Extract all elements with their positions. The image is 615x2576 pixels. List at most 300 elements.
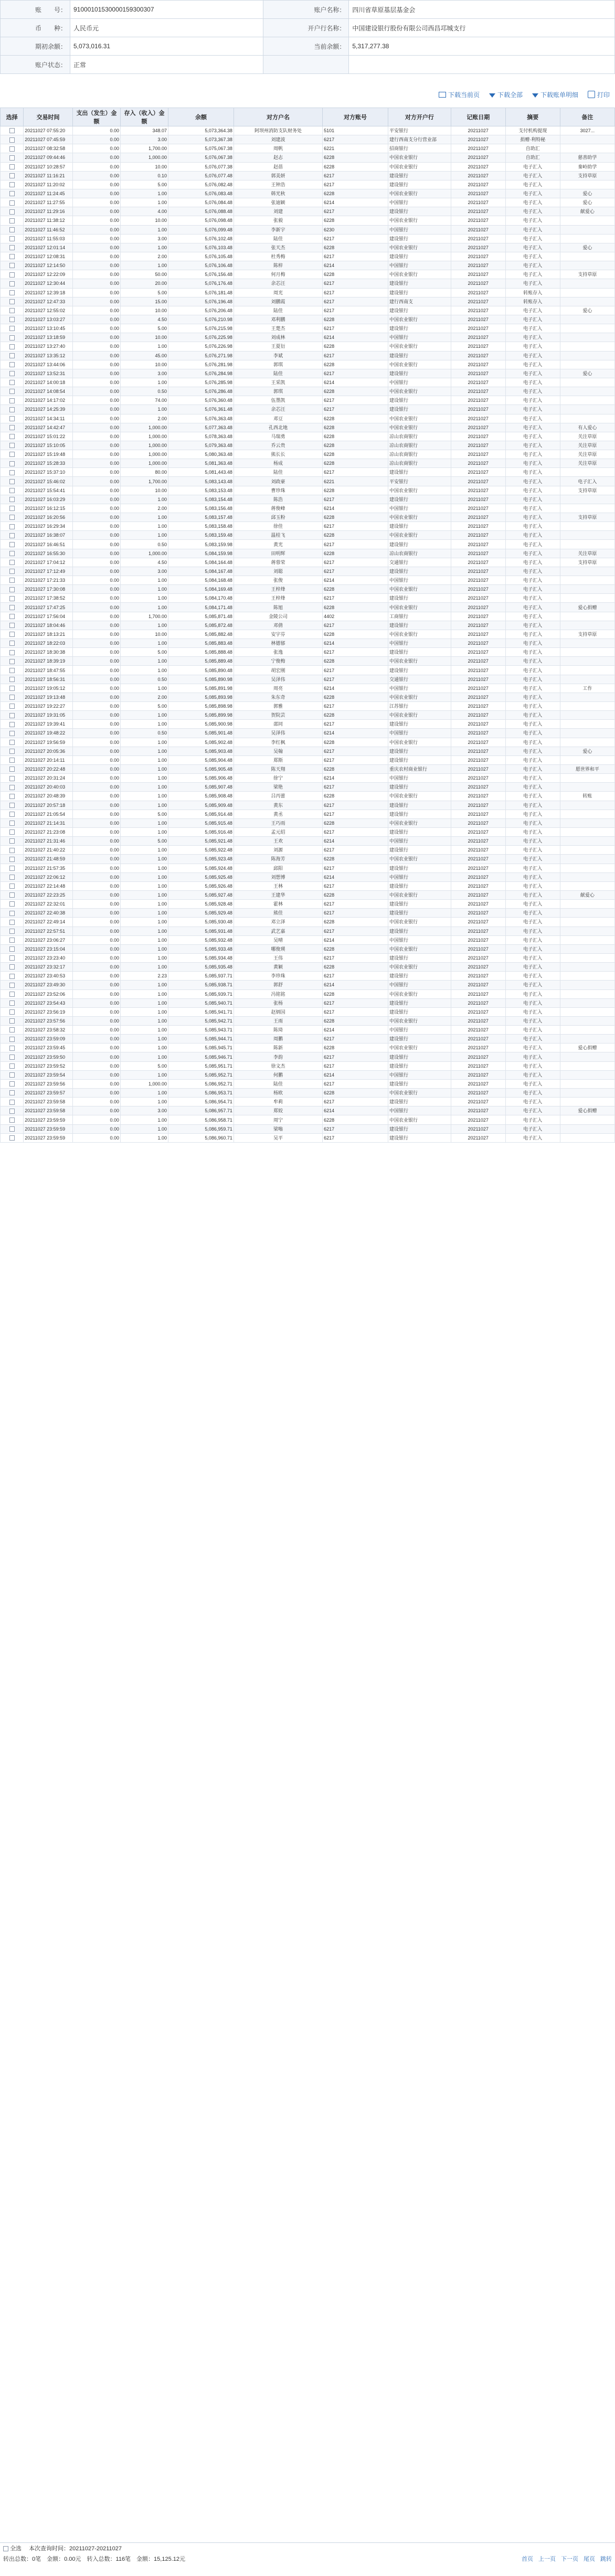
row-select[interactable] — [1, 918, 24, 927]
row-select[interactable] — [1, 477, 24, 486]
table-row[interactable] — [1, 702, 615, 711]
row-checkbox[interactable] — [9, 677, 15, 682]
table-row[interactable] — [1, 126, 615, 135]
row-checkbox[interactable] — [9, 974, 15, 979]
table-row[interactable] — [1, 1026, 615, 1035]
row-select[interactable] — [1, 783, 24, 792]
row-checkbox[interactable] — [9, 407, 15, 412]
row-checkbox[interactable] — [9, 128, 15, 133]
table-row[interactable] — [1, 567, 615, 576]
col-party[interactable]: 对方户名 — [234, 108, 322, 126]
row-checkbox[interactable] — [9, 218, 15, 223]
table-row[interactable] — [1, 180, 615, 189]
table-row[interactable] — [1, 243, 615, 252]
table-row[interactable] — [1, 252, 615, 261]
row-checkbox[interactable] — [9, 155, 15, 161]
row-checkbox[interactable] — [9, 146, 15, 152]
row-checkbox[interactable] — [9, 1126, 15, 1132]
table-row[interactable] — [1, 288, 615, 297]
table-row[interactable] — [1, 953, 615, 962]
table-row[interactable] — [1, 693, 615, 701]
row-select[interactable] — [1, 711, 24, 720]
row-select[interactable] — [1, 1106, 24, 1115]
row-checkbox[interactable] — [9, 794, 15, 799]
row-select[interactable] — [1, 504, 24, 513]
table-row[interactable] — [1, 827, 615, 836]
row-select[interactable] — [1, 459, 24, 468]
row-checkbox[interactable] — [9, 344, 15, 349]
table-row[interactable] — [1, 900, 615, 909]
row-checkbox[interactable] — [9, 245, 15, 250]
row-select[interactable] — [1, 423, 24, 432]
table-row[interactable] — [1, 792, 615, 801]
row-select[interactable] — [1, 720, 24, 729]
table-row[interactable] — [1, 738, 615, 747]
row-checkbox[interactable] — [9, 929, 15, 934]
row-select[interactable] — [1, 603, 24, 612]
table-row[interactable] — [1, 801, 615, 810]
row-select[interactable] — [1, 369, 24, 378]
row-checkbox[interactable] — [9, 452, 15, 457]
table-row[interactable] — [1, 872, 615, 881]
row-checkbox[interactable] — [9, 470, 15, 475]
table-row[interactable] — [1, 621, 615, 630]
table-row[interactable] — [1, 603, 615, 612]
download-detail-button[interactable]: 下载账单明细 — [532, 90, 578, 99]
col-party-bank[interactable]: 对方开户行 — [388, 108, 451, 126]
col-party-account[interactable]: 对方账号 — [323, 108, 388, 126]
row-select[interactable] — [1, 972, 24, 981]
row-select[interactable] — [1, 639, 24, 648]
row-select[interactable] — [1, 450, 24, 459]
table-row[interactable] — [1, 369, 615, 378]
table-row[interactable] — [1, 630, 615, 638]
row-checkbox[interactable] — [9, 1100, 15, 1105]
table-row[interactable] — [1, 909, 615, 918]
row-select[interactable] — [1, 630, 24, 638]
download-page-button[interactable]: 下载当前页 — [439, 90, 480, 99]
row-checkbox[interactable] — [9, 821, 15, 826]
row-select[interactable] — [1, 360, 24, 369]
table-row[interactable] — [1, 747, 615, 755]
row-checkbox[interactable] — [9, 892, 15, 898]
table-row[interactable] — [1, 648, 615, 657]
row-select[interactable] — [1, 1061, 24, 1070]
row-select[interactable] — [1, 1044, 24, 1052]
row-checkbox[interactable] — [9, 434, 15, 439]
table-row[interactable] — [1, 1044, 615, 1052]
row-checkbox[interactable] — [9, 308, 15, 313]
table-row[interactable] — [1, 225, 615, 234]
row-select[interactable] — [1, 675, 24, 684]
table-row[interactable] — [1, 927, 615, 935]
table-row[interactable] — [1, 989, 615, 998]
table-row[interactable] — [1, 684, 615, 693]
row-checkbox[interactable] — [9, 848, 15, 853]
table-row[interactable] — [1, 576, 615, 585]
row-checkbox[interactable] — [9, 1009, 15, 1015]
table-row[interactable] — [1, 270, 615, 279]
row-select[interactable] — [1, 405, 24, 414]
table-row[interactable] — [1, 1124, 615, 1133]
row-checkbox[interactable] — [9, 1109, 15, 1114]
table-row[interactable] — [1, 855, 615, 864]
row-checkbox[interactable] — [9, 785, 15, 790]
row-checkbox[interactable] — [9, 713, 15, 718]
row-checkbox[interactable] — [9, 443, 15, 448]
table-row[interactable] — [1, 162, 615, 171]
row-select[interactable] — [1, 378, 24, 387]
table-row[interactable] — [1, 423, 615, 432]
row-select[interactable] — [1, 1089, 24, 1098]
table-row[interactable] — [1, 1133, 615, 1142]
row-select[interactable] — [1, 909, 24, 918]
table-row[interactable] — [1, 764, 615, 773]
row-select[interactable] — [1, 944, 24, 953]
row-checkbox[interactable] — [9, 137, 15, 143]
row-select[interactable] — [1, 989, 24, 998]
row-checkbox[interactable] — [9, 272, 15, 278]
row-checkbox[interactable] — [9, 875, 15, 880]
row-select[interactable] — [1, 1016, 24, 1025]
row-select[interactable] — [1, 1115, 24, 1124]
table-row[interactable] — [1, 297, 615, 306]
row-select[interactable] — [1, 855, 24, 864]
row-select[interactable] — [1, 755, 24, 764]
row-select[interactable] — [1, 486, 24, 495]
row-checkbox[interactable] — [9, 416, 15, 421]
row-select[interactable] — [1, 657, 24, 666]
row-select[interactable] — [1, 315, 24, 324]
row-select[interactable] — [1, 162, 24, 171]
next-page-link[interactable]: 下一页 — [561, 2556, 578, 2562]
row-checkbox[interactable] — [9, 236, 15, 241]
table-row[interactable] — [1, 234, 615, 243]
table-row[interactable] — [1, 216, 615, 225]
row-select[interactable] — [1, 890, 24, 899]
table-row[interactable] — [1, 1115, 615, 1124]
table-row[interactable] — [1, 342, 615, 351]
table-row[interactable] — [1, 1079, 615, 1088]
table-row[interactable] — [1, 585, 615, 594]
col-balance[interactable]: 余额 — [168, 108, 234, 126]
last-page-link[interactable]: 尾页 — [584, 2556, 595, 2562]
row-checkbox[interactable] — [9, 560, 15, 565]
row-checkbox[interactable] — [9, 1063, 15, 1069]
row-select[interactable] — [1, 324, 24, 333]
row-select[interactable] — [1, 198, 24, 207]
table-row[interactable] — [1, 1035, 615, 1044]
row-select[interactable] — [1, 684, 24, 693]
table-row[interactable] — [1, 315, 615, 324]
row-select[interactable] — [1, 333, 24, 342]
row-select[interactable] — [1, 576, 24, 585]
row-select[interactable] — [1, 135, 24, 144]
first-page-link[interactable]: 首页 — [522, 2556, 533, 2562]
col-date[interactable]: 记账日期 — [451, 108, 505, 126]
table-row[interactable] — [1, 279, 615, 288]
table-row[interactable] — [1, 468, 615, 477]
table-row[interactable] — [1, 657, 615, 666]
row-checkbox[interactable] — [9, 164, 15, 169]
row-checkbox[interactable] — [9, 551, 15, 556]
row-select[interactable] — [1, 846, 24, 855]
row-checkbox[interactable] — [9, 641, 15, 646]
row-select[interactable] — [1, 612, 24, 621]
row-select[interactable] — [1, 702, 24, 711]
row-select[interactable] — [1, 414, 24, 423]
jump-page-button[interactable]: 跳转 — [600, 2556, 612, 2562]
col-summary[interactable]: 摘要 — [505, 108, 560, 126]
row-select[interactable] — [1, 801, 24, 810]
table-row[interactable] — [1, 522, 615, 531]
row-checkbox[interactable] — [9, 731, 15, 736]
row-select[interactable] — [1, 261, 24, 270]
table-row[interactable] — [1, 972, 615, 981]
row-checkbox[interactable] — [9, 488, 15, 493]
row-select[interactable] — [1, 153, 24, 162]
row-select[interactable] — [1, 342, 24, 351]
row-select[interactable] — [1, 225, 24, 234]
table-row[interactable] — [1, 837, 615, 846]
row-checkbox[interactable] — [9, 335, 15, 340]
row-checkbox[interactable] — [9, 254, 15, 259]
row-select[interactable] — [1, 585, 24, 594]
table-row[interactable] — [1, 558, 615, 567]
row-select[interactable] — [1, 387, 24, 396]
row-checkbox[interactable] — [9, 829, 15, 835]
row-select[interactable] — [1, 144, 24, 153]
row-checkbox[interactable] — [9, 587, 15, 592]
col-remark[interactable]: 备注 — [560, 108, 614, 126]
row-select[interactable] — [1, 864, 24, 872]
row-checkbox[interactable] — [9, 740, 15, 745]
table-row[interactable] — [1, 207, 615, 216]
row-select[interactable] — [1, 927, 24, 935]
row-select[interactable] — [1, 837, 24, 846]
row-checkbox[interactable] — [9, 596, 15, 601]
table-row[interactable] — [1, 1061, 615, 1070]
row-select[interactable] — [1, 774, 24, 783]
row-select[interactable] — [1, 693, 24, 701]
row-select[interactable] — [1, 432, 24, 441]
table-row[interactable] — [1, 1089, 615, 1098]
table-row[interactable] — [1, 135, 615, 144]
row-checkbox[interactable] — [9, 227, 15, 232]
row-select[interactable] — [1, 495, 24, 504]
row-select[interactable] — [1, 1035, 24, 1044]
row-select[interactable] — [1, 792, 24, 801]
row-select[interactable] — [1, 288, 24, 297]
row-select[interactable] — [1, 935, 24, 944]
row-checkbox[interactable] — [9, 569, 15, 574]
table-row[interactable] — [1, 890, 615, 899]
table-row[interactable] — [1, 432, 615, 441]
table-row[interactable] — [1, 324, 615, 333]
row-checkbox[interactable] — [9, 479, 15, 484]
row-select[interactable] — [1, 351, 24, 360]
table-row[interactable] — [1, 1070, 615, 1079]
row-checkbox[interactable] — [9, 398, 15, 403]
table-row[interactable] — [1, 981, 615, 989]
row-checkbox[interactable] — [9, 992, 15, 997]
row-checkbox[interactable] — [9, 623, 15, 628]
table-row[interactable] — [1, 360, 615, 369]
row-select[interactable] — [1, 900, 24, 909]
table-row[interactable] — [1, 396, 615, 405]
row-select[interactable] — [1, 747, 24, 755]
table-row[interactable] — [1, 306, 615, 315]
row-select[interactable] — [1, 1079, 24, 1088]
row-checkbox[interactable] — [9, 461, 15, 466]
table-row[interactable] — [1, 351, 615, 360]
table-row[interactable] — [1, 1007, 615, 1016]
row-checkbox[interactable] — [9, 524, 15, 529]
table-row[interactable] — [1, 711, 615, 720]
table-row[interactable] — [1, 666, 615, 675]
row-checkbox[interactable] — [9, 326, 15, 331]
row-checkbox[interactable] — [9, 380, 15, 385]
table-row[interactable] — [1, 387, 615, 396]
row-checkbox[interactable] — [9, 901, 15, 907]
row-checkbox[interactable] — [9, 1135, 15, 1141]
table-row[interactable] — [1, 963, 615, 972]
table-row[interactable] — [1, 405, 615, 414]
row-select[interactable] — [1, 729, 24, 738]
row-checkbox[interactable] — [9, 1081, 15, 1087]
table-row[interactable] — [1, 549, 615, 558]
row-checkbox[interactable] — [9, 983, 15, 988]
row-checkbox[interactable] — [9, 776, 15, 781]
table-row[interactable] — [1, 504, 615, 513]
table-row[interactable] — [1, 639, 615, 648]
row-checkbox[interactable] — [9, 515, 15, 520]
row-checkbox[interactable] — [9, 695, 15, 700]
row-select[interactable] — [1, 963, 24, 972]
table-row[interactable] — [1, 918, 615, 927]
table-row[interactable] — [1, 378, 615, 387]
row-checkbox[interactable] — [9, 425, 15, 430]
row-checkbox[interactable] — [9, 371, 15, 376]
row-checkbox[interactable] — [9, 920, 15, 925]
row-select[interactable] — [1, 252, 24, 261]
table-row[interactable] — [1, 783, 615, 792]
table-row[interactable] — [1, 171, 615, 180]
row-checkbox[interactable] — [9, 542, 15, 547]
table-row[interactable] — [1, 153, 615, 162]
row-checkbox[interactable] — [9, 200, 15, 206]
table-row[interactable] — [1, 1106, 615, 1115]
table-row[interactable] — [1, 846, 615, 855]
table-row[interactable] — [1, 189, 615, 198]
row-checkbox[interactable] — [9, 299, 15, 304]
col-time[interactable]: 交易时间 — [24, 108, 73, 126]
row-checkbox[interactable] — [9, 911, 15, 916]
row-select[interactable] — [1, 216, 24, 225]
table-row[interactable] — [1, 333, 615, 342]
row-checkbox[interactable] — [9, 767, 15, 772]
row-checkbox[interactable] — [9, 1000, 15, 1006]
row-select[interactable] — [1, 872, 24, 881]
row-select[interactable] — [1, 827, 24, 836]
row-select[interactable] — [1, 558, 24, 567]
row-checkbox[interactable] — [9, 946, 15, 952]
row-checkbox[interactable] — [9, 506, 15, 511]
row-select[interactable] — [1, 1098, 24, 1106]
table-row[interactable] — [1, 818, 615, 827]
table-row[interactable] — [1, 486, 615, 495]
row-checkbox[interactable] — [9, 317, 15, 322]
table-row[interactable] — [1, 1052, 615, 1061]
row-select[interactable] — [1, 243, 24, 252]
row-checkbox[interactable] — [9, 866, 15, 871]
row-checkbox[interactable] — [9, 290, 15, 295]
row-checkbox[interactable] — [9, 389, 15, 394]
row-checkbox[interactable] — [9, 704, 15, 709]
row-select[interactable] — [1, 180, 24, 189]
row-checkbox[interactable] — [9, 1117, 15, 1123]
row-select[interactable] — [1, 1007, 24, 1016]
table-row[interactable] — [1, 935, 615, 944]
row-select[interactable] — [1, 881, 24, 890]
row-checkbox[interactable] — [9, 812, 15, 817]
row-checkbox[interactable] — [9, 838, 15, 844]
table-row[interactable] — [1, 459, 615, 468]
row-select[interactable] — [1, 540, 24, 549]
row-checkbox[interactable] — [9, 955, 15, 961]
table-row[interactable] — [1, 612, 615, 621]
select-all-checkbox[interactable]: 全选 — [3, 2544, 22, 2552]
row-select[interactable] — [1, 1124, 24, 1133]
row-select[interactable] — [1, 396, 24, 405]
row-checkbox[interactable] — [9, 605, 15, 610]
row-select[interactable] — [1, 549, 24, 558]
row-select[interactable] — [1, 738, 24, 747]
row-select[interactable] — [1, 270, 24, 279]
table-row[interactable] — [1, 540, 615, 549]
row-checkbox[interactable] — [9, 281, 15, 286]
row-select[interactable] — [1, 306, 24, 315]
row-select[interactable] — [1, 1052, 24, 1061]
row-checkbox[interactable] — [9, 362, 15, 367]
table-row[interactable] — [1, 1016, 615, 1025]
table-row[interactable] — [1, 675, 615, 684]
row-select[interactable] — [1, 234, 24, 243]
row-select[interactable] — [1, 297, 24, 306]
row-select[interactable] — [1, 126, 24, 135]
row-checkbox[interactable] — [9, 497, 15, 502]
table-row[interactable] — [1, 261, 615, 270]
row-checkbox[interactable] — [9, 353, 15, 358]
row-checkbox[interactable] — [9, 803, 15, 808]
prev-page-link[interactable]: 上一页 — [538, 2556, 556, 2562]
row-select[interactable] — [1, 567, 24, 576]
row-select[interactable] — [1, 953, 24, 962]
row-select[interactable] — [1, 810, 24, 818]
row-checkbox[interactable] — [9, 686, 15, 691]
row-select[interactable] — [1, 621, 24, 630]
row-checkbox[interactable] — [9, 1037, 15, 1042]
table-row[interactable] — [1, 755, 615, 764]
row-checkbox[interactable] — [9, 1046, 15, 1051]
row-checkbox[interactable] — [9, 650, 15, 655]
row-select[interactable] — [1, 764, 24, 773]
row-checkbox[interactable] — [9, 1018, 15, 1024]
row-checkbox[interactable] — [9, 938, 15, 943]
row-checkbox[interactable] — [9, 263, 15, 268]
table-row[interactable] — [1, 414, 615, 423]
row-select[interactable] — [1, 522, 24, 531]
